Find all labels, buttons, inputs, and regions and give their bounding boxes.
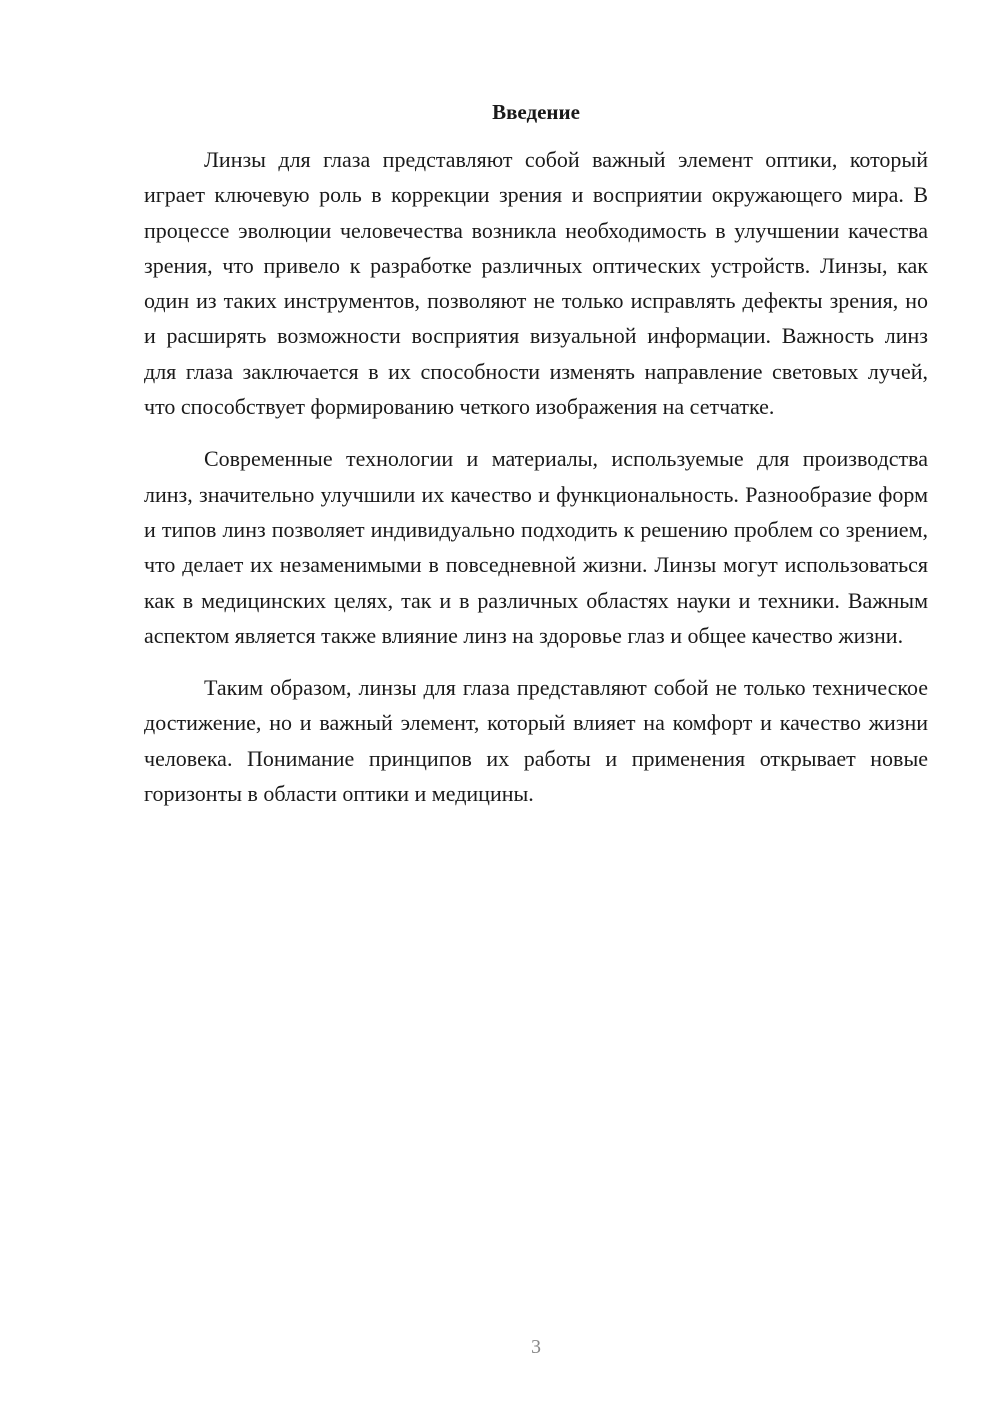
page-number: 3 <box>531 1336 541 1358</box>
document-body <box>144 142 928 828</box>
page-title: Введение <box>492 100 580 124</box>
paragraph-1: Линзы для глаза представляют собой важный элемент оптики, который играет ключевую роль в коррекции зрения и восприятии окружающего мира. В процессе эволюции человечества возникла необходимость в улучшении качества зрения, что привело к разработке различных оптических устройств. Линзы, как один из таких инструментов, позволяют не только исправлять дефекты зрения, но и расширять возможности восприятия визуальной информации. Важность линз для глаза заключается в их способности изменять направление световых лучей, что способствует формированию четкого изображения на сетчатке. <box>144 147 928 420</box>
paragraph-3: Таким образом, линзы для глаза представляют собой не только техническое достижение, но и важный элемент, который влияет на комфорт и качество жизни человека. Понимание принципов их работы и применения открывает новые горизонты в области оптики и медицины. <box>144 675 928 807</box>
paragraph-2: Современные технологии и материалы, используемые для производства линз, значительно улучшили их качество и функциональность. Разнообразие форм и типов линз позволяет индивидуально подходить к решению проблем со зрением, что делает их незаменимыми в повседневной жизни. Линзы могут использоваться как в медицинских целях, так и в различных областях науки и техники. Важным аспектом является также влияние линз на здоровье глаз и общее качество жизни. <box>144 446 928 648</box>
